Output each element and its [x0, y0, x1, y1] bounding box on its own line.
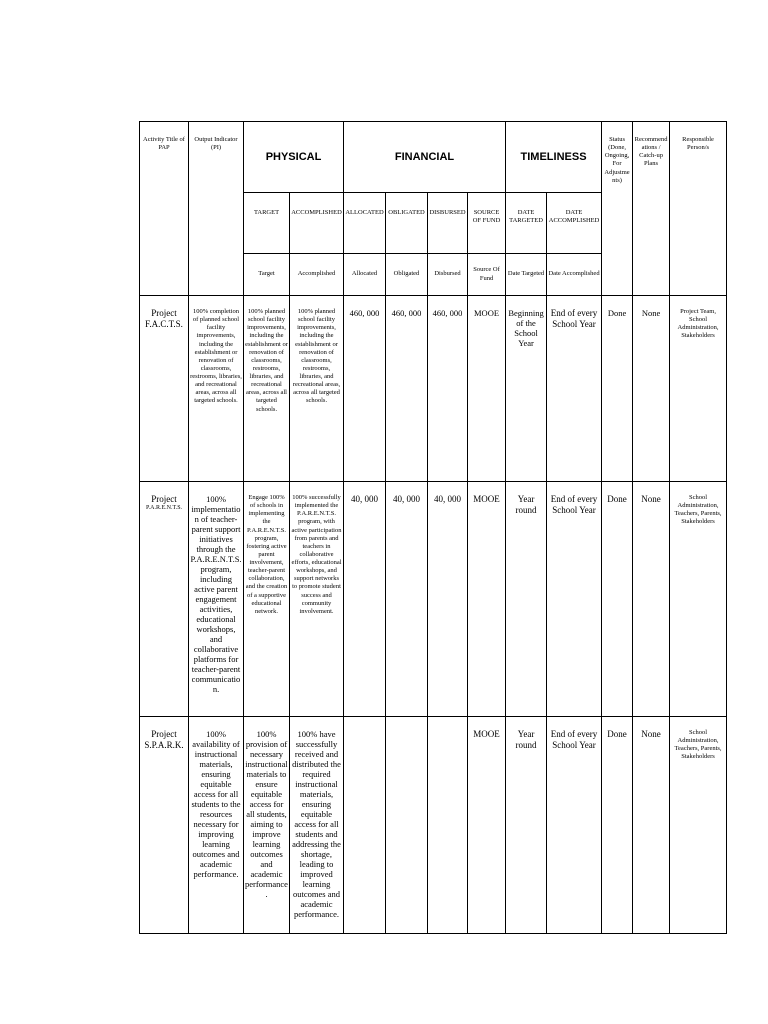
subheader2-obligated: Obligated	[386, 254, 428, 296]
subheader2-source: Source Of Fund	[468, 254, 506, 296]
row-status: Done	[602, 717, 633, 934]
row-accomplished: 100% successfully implemented the P.A.R.E.N.T.S. program, with active participation from parents and teachers in collaborative efforts, educational workshops, and support networks to promote student success and community involvement.	[290, 482, 344, 717]
row-output: 100% completion of planned school facility improvements, including the establishment or renovation of classrooms, restrooms, libraries, and recreational areas, across all targeted schools.	[189, 296, 244, 482]
table-row	[140, 717, 727, 934]
row-responsible: School Administration, Teachers, Parents, Stakeholders	[670, 717, 727, 934]
row-recommendations: None	[633, 296, 670, 482]
header-recommendations: Recommendations / Catch-up Plans	[633, 122, 670, 296]
subheader-disbursed: DISBURSED	[428, 193, 468, 254]
subheader-allocated: ALLOCATED	[344, 193, 386, 254]
row-output: 100% implementation of teacher-parent support initiatives through the P.A.R.E.N.T.S. program, including active parent engagement activities, educational workshops, and collaborative platforms for teacher-parent communication.	[189, 482, 244, 717]
subheader-accomplished: ACCOMPLISHED	[290, 193, 344, 254]
row-title: Project P.A.R.E.N.T.S.	[140, 482, 189, 717]
row-disbursed: 460, 000	[428, 296, 468, 482]
row-title: Project F.A.C.T.S.	[140, 296, 189, 482]
row-disbursed: 40, 000	[428, 482, 468, 717]
row-date-accomplished: End of every School Year	[547, 482, 602, 717]
pap-report-table	[139, 121, 727, 934]
row-responsible: School Administration, Teachers, Parents, Stakeholders	[670, 482, 727, 717]
row-recommendations: None	[633, 482, 670, 717]
row-status: Done	[602, 482, 633, 717]
row-disbursed	[428, 717, 468, 934]
row-allocated: 40, 000	[344, 482, 386, 717]
subheader-date-targeted: DATE TARGETED	[506, 193, 547, 254]
row-source: MOOE	[468, 717, 506, 934]
row-output: 100% availability of instructional materials, ensuring equitable access for all students to the resources necessary for improving learning outcomes and academic performance.	[189, 717, 244, 934]
row-recommendations: None	[633, 717, 670, 934]
row-target: 100% provision of necessary instructional materials to ensure equitable access for all students, aiming to improve learning outcomes and academic performance.	[244, 717, 290, 934]
header-output-indicator: Output Indicator (PI)	[189, 122, 244, 296]
subheader2-target: Target	[244, 254, 290, 296]
row-responsible: Project Team, School Administration, Stakeholders	[670, 296, 727, 482]
row-allocated	[344, 717, 386, 934]
header-activity-title: Activity Title of PAP	[140, 122, 189, 296]
row-accomplished: 100% have successfully received and distributed the required instructional materials, ensuring equitable access for all students and addressing the shortage, leading to improved learning outcomes and academic performance.	[290, 717, 344, 934]
row-title-sub: P.A.R.E.N.T.S.	[145, 504, 183, 511]
subheader-target: TARGET	[244, 193, 290, 254]
row-date-targeted: Beginning of the School Year	[506, 296, 547, 482]
row-accomplished: 100% planned school facility improvements, including the establishment or renovation of classrooms, restrooms, libraries, and recreational areas, across all targeted schools.	[290, 296, 344, 482]
header-financial: FINANCIAL	[344, 122, 506, 193]
subheader-obligated: OBLIGATED	[386, 193, 428, 254]
subheader-source: SOURCE OF FUND	[468, 193, 506, 254]
row-obligated	[386, 717, 428, 934]
table-row	[140, 482, 727, 717]
row-status: Done	[602, 296, 633, 482]
row-obligated: 40, 000	[386, 482, 428, 717]
row-source: MOOE	[468, 482, 506, 717]
subheader2-disbursed: Disbursed	[428, 254, 468, 296]
header-physical: PHYSICAL	[244, 122, 344, 193]
row-target: 100% planned school facility improvements, including the establishment or renovation of classrooms, restrooms, libraries, and recreational areas, across all targeted schools.	[244, 296, 290, 482]
header-timeliness: TIMELINESS	[506, 122, 602, 193]
row-date-targeted: Year round	[506, 482, 547, 717]
subheader2-date-targeted: Date Targeted	[506, 254, 547, 296]
row-allocated: 460, 000	[344, 296, 386, 482]
subheader-date-accomplished: DATE ACCOMPLISHED	[547, 193, 602, 254]
row-source: MOOE	[468, 296, 506, 482]
table-row	[140, 296, 727, 482]
row-obligated: 460, 000	[386, 296, 428, 482]
subheader2-accomplished: Accomplished	[290, 254, 344, 296]
subheader2-allocated: Allocated	[344, 254, 386, 296]
row-date-targeted: Year round	[506, 717, 547, 934]
header-row	[140, 122, 727, 193]
row-title: Project S.P.A.R.K.	[140, 717, 189, 934]
row-target: Engage 100% of schools in implementing the P.A.R.E.N.T.S. program, fostering active parent involvement, teacher-parent collaboration, and the creation of a supportive educational network.	[244, 482, 290, 717]
row-date-accomplished: End of every School Year	[547, 717, 602, 934]
header-responsible: Responsible Person/s	[670, 122, 727, 296]
header-status: Status (Done, Ongoing, For Adjustments)	[602, 122, 633, 296]
row-date-accomplished: End of every School Year	[547, 296, 602, 482]
subheader2-date-accomplished: Date Accomplished	[547, 254, 602, 296]
